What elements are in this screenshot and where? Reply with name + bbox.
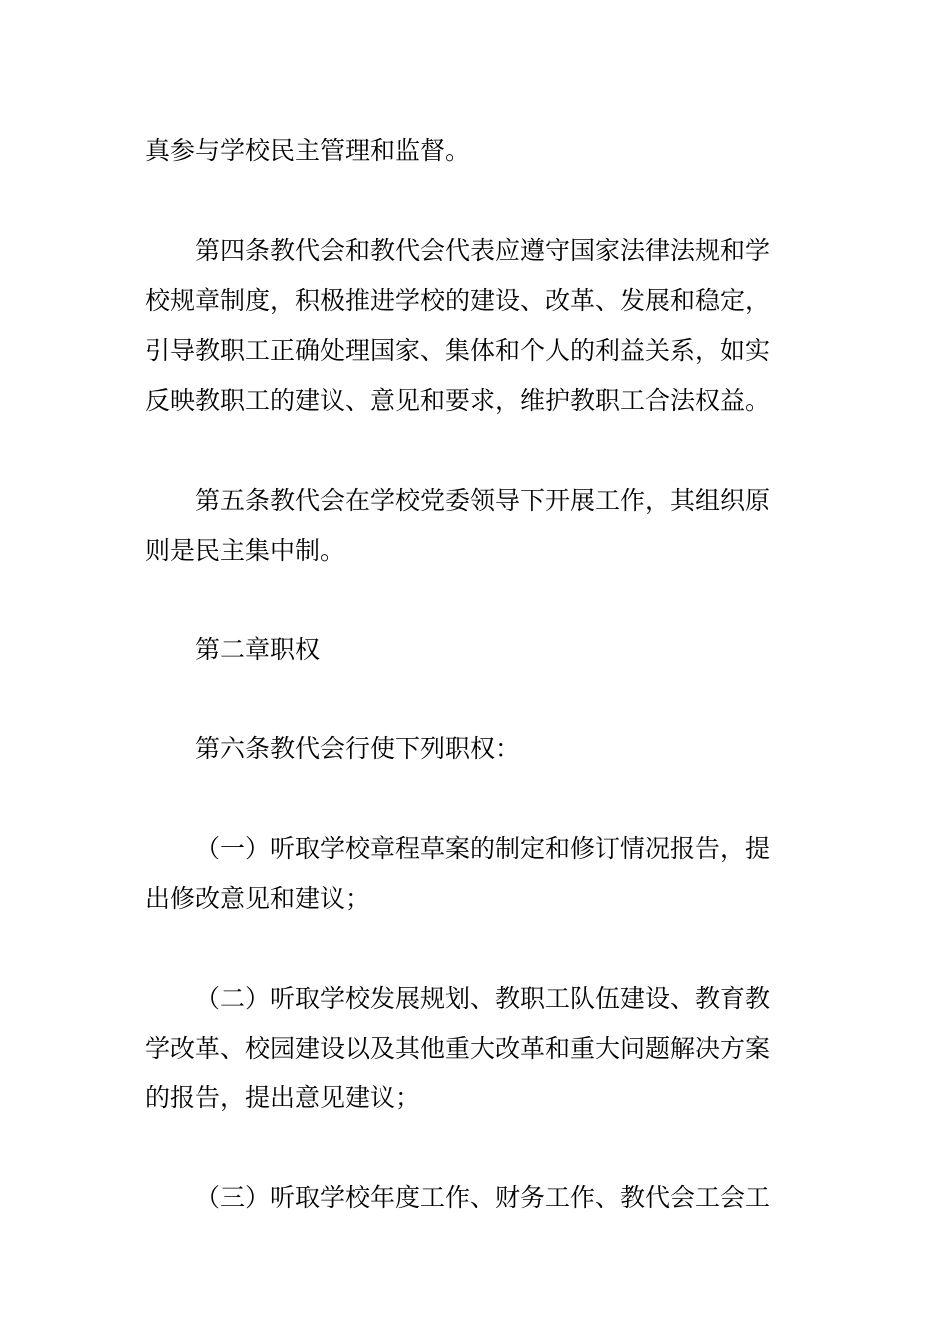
article-4-line: 反映教职工的建议、意见和要求，维护教职工合法权益。: [145, 386, 771, 415]
chapter-heading: 第二章职权: [195, 635, 321, 664]
item-1-line: 出修改意见和建议；: [145, 884, 371, 913]
article-5-line: 第五条教代会在学校党委领导下开展工作，其组织原: [195, 486, 771, 515]
item-3-line: （三）听取学校年度工作、财务工作、教代会工会工: [195, 1183, 771, 1212]
article-6-line: 第六条教代会行使下列职权：: [195, 734, 521, 763]
item-1-line: （一）听取学校章程草案的制定和修订情况报告，提: [195, 834, 771, 863]
article-4-line: 校规章制度，积极推进学校的建设、改革、发展和稳定，: [145, 286, 771, 315]
paragraph-line: 真参与学校民主管理和监督。: [145, 136, 471, 165]
item-2-line: （二）听取学校发展规划、教职工队伍建设、教育教: [195, 984, 771, 1013]
article-4-line: 引导教职工正确处理国家、集体和个人的利益关系，如实: [145, 336, 771, 365]
item-2-line: 学改革、校园建设以及其他重大改革和重大问题解决方案: [145, 1034, 771, 1063]
article-4-line: 第四条教代会和教代会代表应遵守国家法律法规和学: [195, 236, 771, 265]
item-2-line: 的报告，提出意见建议；: [145, 1083, 421, 1112]
article-5-line: 则是民主集中制。: [145, 536, 346, 565]
